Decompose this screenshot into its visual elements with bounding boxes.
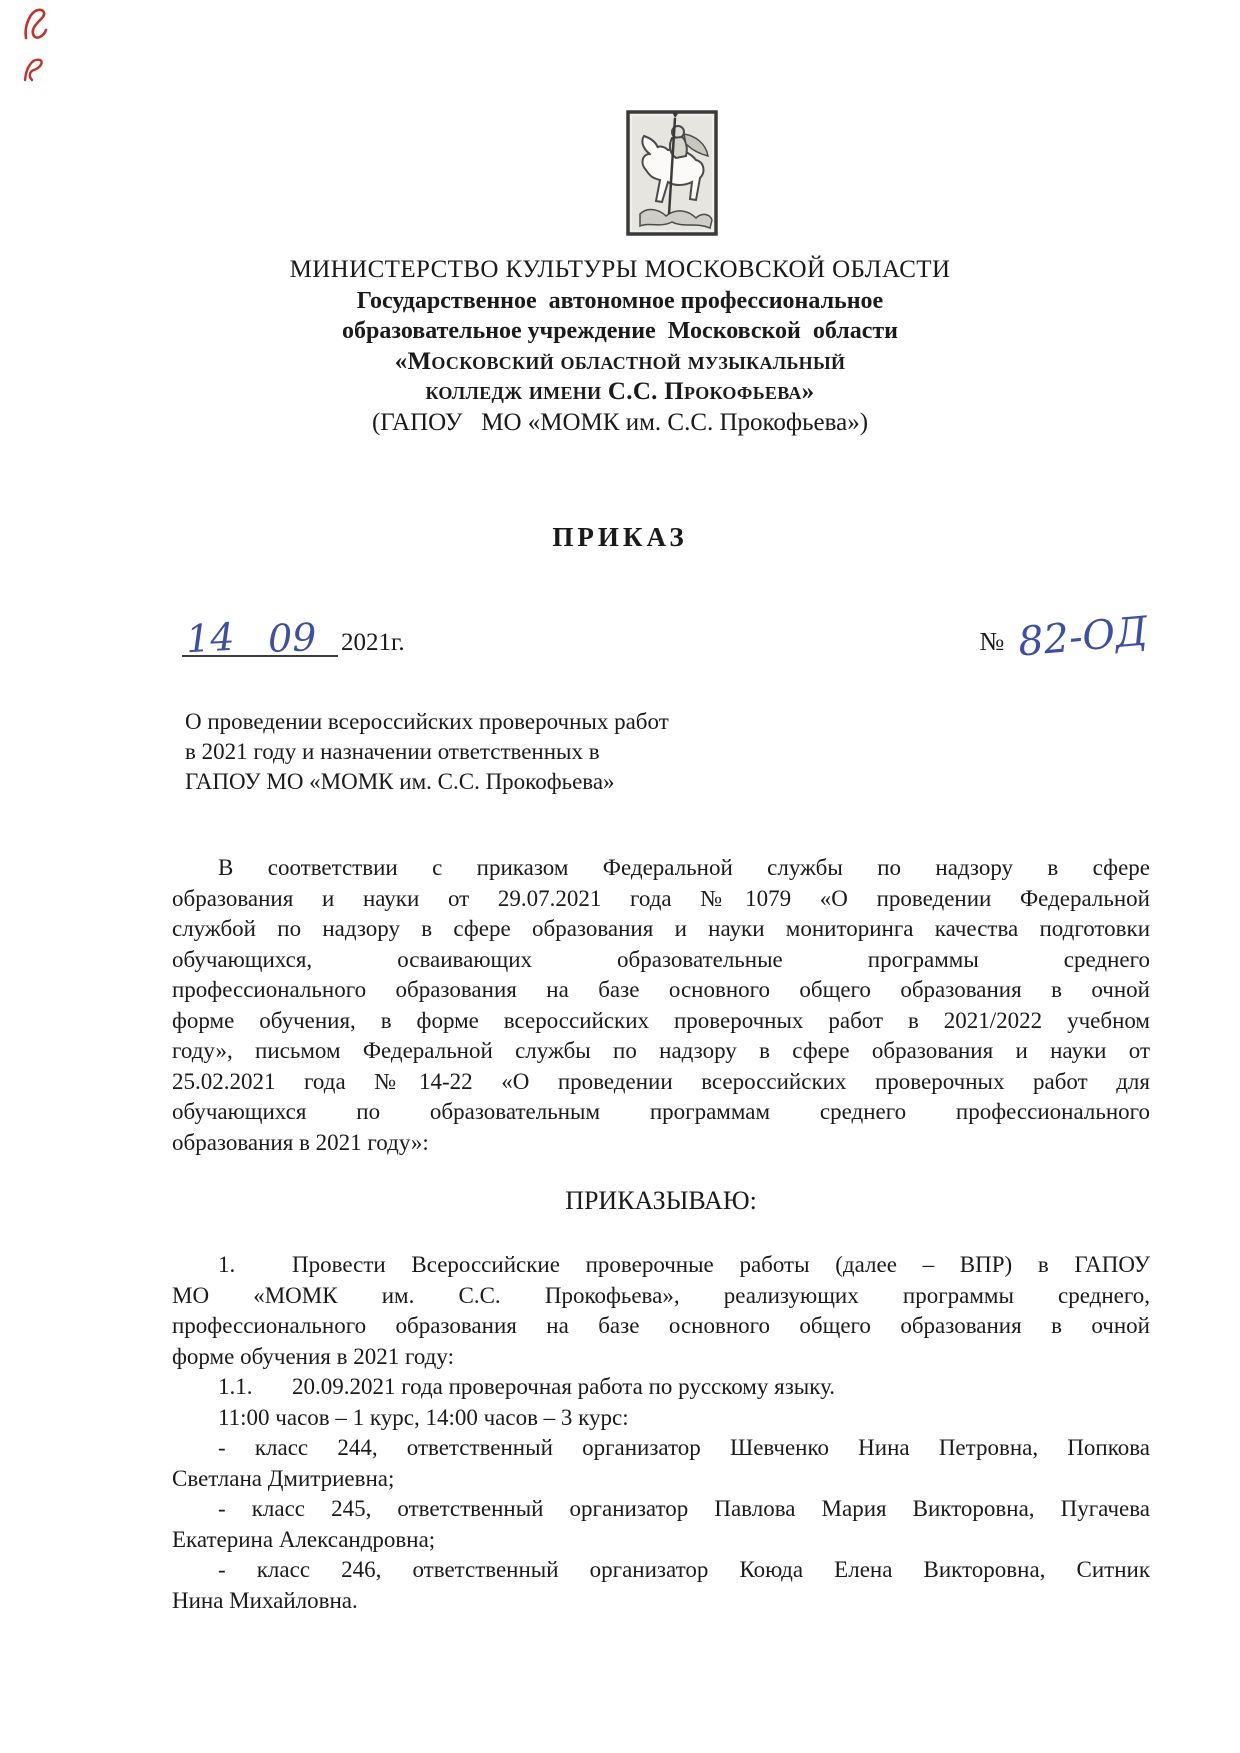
year-label: 2021г.: [341, 629, 405, 656]
item-number: 1.1.: [218, 1374, 253, 1399]
class-line: Светлана Дмитриевна;: [172, 1465, 395, 1491]
date-field: [182, 614, 405, 662]
handwritten-number: 82-ОД: [1016, 608, 1150, 666]
preamble-line: профессионального образования на базе основного общего образования в очной: [172, 977, 1150, 1002]
class-line: - класс 244, ответственный организатор Шевченко Нина Петровна, Попкова: [218, 1435, 1150, 1460]
order-item-line: профессионального образования на базе основного общего образования в очной: [172, 1313, 1150, 1338]
subject-line: О проведении всероссийских проверочных работ: [185, 709, 669, 734]
preamble-line: образования и науки от 29.07.2021 года №1079 «О проведении Федеральной: [172, 885, 1150, 911]
ministry-name: МИНИСТЕРСТВО КУЛЬТУРЫ МОСКОВСКОЙ ОБЛАСТИ: [289, 256, 951, 283]
document-title: ПРИКАЗ: [552, 522, 688, 552]
preamble-line: обучающихся по образовательным программам среднего профессионального: [172, 1099, 1150, 1124]
class-line: Нина Михайловна.: [172, 1587, 358, 1613]
preamble-line: году», письмом Федеральной службы по надзору в сфере образования и науки от: [172, 1038, 1150, 1063]
org-name-line-3: «Московский областной музыкальный: [394, 347, 846, 375]
subject-line: ГАПОУ МО «МОМК им. С.С. Прокофьева»: [185, 769, 615, 794]
class-246-paragraph: [172, 1555, 1150, 1616]
red-mark-icon: [20, 4, 50, 44]
class-line: - класс 246, ответственный организатор Коюда Елена Викторовна, Ситник: [218, 1557, 1150, 1582]
preamble-line: образования в 2021 году»:: [172, 1129, 429, 1155]
item-text: Провести Всероссийские проверочные работы (далее – ВПР) в ГАПОУ: [292, 1252, 1150, 1277]
org-name-line-2: образовательное учреждение Московской области: [342, 318, 898, 344]
order-item-line: [172, 1250, 1150, 1281]
org-short-name: (ГАПОУ МО «МОМК им. С.С. Прокофьева»): [371, 408, 869, 436]
order-item-1-1: [172, 1372, 1150, 1403]
subject-line: в 2021 году и назначении ответственных в: [185, 739, 600, 764]
preamble-line: обучающихся, осваивающих образовательные программы среднего: [172, 946, 1150, 972]
item-text: 20.09.2021 года проверочная работа по русскому языку.: [292, 1374, 836, 1399]
item-number: 1.: [218, 1252, 236, 1277]
preamble-line: 25.02.2021 года №14-22 «О проведении всероссийских проверочных работ для: [172, 1068, 1150, 1094]
preamble-line: службой по надзору в сфере образования и науки мониторинга качества подготовки: [172, 916, 1150, 941]
class-244-paragraph: [172, 1433, 1150, 1494]
document-subject: [185, 707, 1240, 797]
document-number-field: [979, 608, 1150, 666]
time-schedule-line: [172, 1403, 1150, 1434]
coat-of-arms-icon: [626, 110, 718, 236]
preamble-paragraph: [172, 853, 1150, 1158]
organization-header: [0, 255, 1240, 438]
red-annotation-marks: [20, 4, 50, 86]
date-blank-line: [182, 614, 338, 662]
order-item-line: [172, 1372, 1150, 1403]
preamble-line: В соответствии с приказом Федеральной службы по надзору в сфере: [218, 855, 1150, 880]
class-line: - класс 245, ответственный организатор Павлова Мария Викторовна, Пугачева: [218, 1496, 1150, 1521]
preamble-line: форме обучения, в форме всероссийских проверочных работ в 2021/2022 учебном: [172, 1007, 1150, 1033]
coat-of-arms: [0, 0, 1240, 241]
org-name-line-4: колледж имени С.С. Прокофьева»: [425, 378, 815, 405]
handwritten-month: 09: [267, 615, 318, 661]
class-245-paragraph: [172, 1494, 1150, 1555]
schedule-text: 11:00 часов – 1 курс, 14:00 часов – 3 курс:: [218, 1404, 629, 1430]
class-line: Екатерина Александровна;: [172, 1526, 436, 1552]
order-item-line: форме обучения в 2021 году:: [172, 1343, 454, 1369]
red-mark-icon: [20, 52, 46, 86]
order-item-1: [172, 1250, 1150, 1372]
number-sign: №: [979, 627, 1005, 656]
handwritten-day: 14: [184, 614, 236, 662]
date-and-number-row: [182, 599, 1150, 666]
order-item-line: МО «МОМК им. С.С. Прокофьева», реализующих программы среднего,: [172, 1282, 1150, 1308]
order-word: ПРИКАЗЫВАЮ:: [565, 1186, 757, 1215]
org-name-line-1: Государственное автономное профессиональное: [356, 287, 884, 314]
